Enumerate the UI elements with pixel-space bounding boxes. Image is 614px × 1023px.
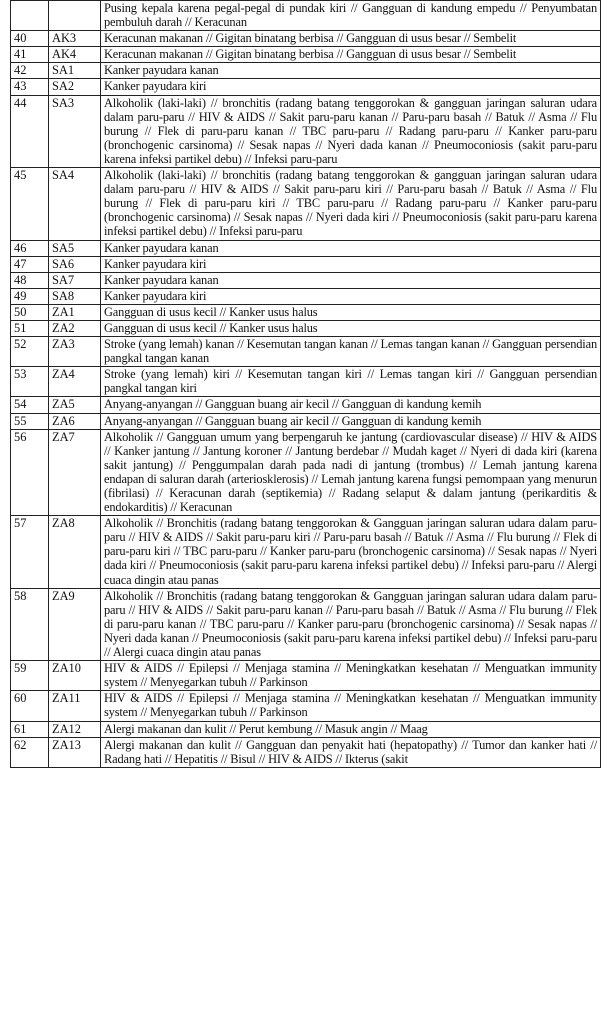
symptom-table [10,0,601,768]
point-code: ZA5 [49,397,101,413]
table-row [11,516,601,588]
point-code [49,1,101,31]
row-number: 45 [11,168,49,240]
condition-description: Kanker payudara kanan [101,63,601,79]
row-number: 43 [11,79,49,95]
table-row [11,288,601,304]
table-row [11,661,601,691]
row-number: 49 [11,288,49,304]
table-row [11,588,601,660]
condition-description: Alergi makanan dan kulit // Gangguan dan penyakit hati (hepatopathy) // Tumor dan kanker hati // Radang hati // Hepatitis // Bisul // HIV & AIDS // Ikterus (sakit [101,737,601,767]
row-number: 56 [11,429,49,516]
table-row [11,63,601,79]
point-code: AK3 [49,31,101,47]
condition-description: Alkoholik (laki-laki) // bronchitis (radang batang tenggorokan & gangguan jaringan saluran udara dalam paru-paru // HIV & AIDS // Sakit paru-paru kiri // Paru-paru basah // Batuk // Asma // Flu burung // Flek di paru-paru kiri // TBC paru-paru // Radang paru-paru // Kanker paru-paru (bronchogenic carsinoma) // Sesak napas // Nyeri dada kiri // Pneumoconiosis (sakit paru-paru karena infeksi partikel debu) // Infeksi paru-paru [101,168,601,240]
row-number [11,1,49,31]
row-number: 50 [11,304,49,320]
condition-description: HIV & AIDS // Epilepsi // Menjaga stamina // Meningkatkan kesehatan // Menguatkan immunity system // Menyegarkan tubuh // Parkinson [101,661,601,691]
condition-description: Stroke (yang lemah) kiri // Kesemutan tangan kiri // Lemas tangan kiri // Gangguan persendian pangkal tangan kiri [101,367,601,397]
table-row [11,367,601,397]
condition-description: Alkoholik // Bronchitis (radang batang tenggorokan & Gangguan jaringan saluran udara dalam paru-paru // HIV & AIDS // Sakit paru-paru kiri // Paru-paru basah // Batuk // Asma // Flu burung // Flek di paru-paru kiri // TBC paru-paru // Kanker paru-paru (bronchogenic carsinoma) // Sesak napas // Nyeri dada kiri // Pneumoconiosis (sakit paru-paru karena infeksi partikel debu) // Infeksi paru-paru // Alergi cuaca dingin atau panas [101,516,601,588]
condition-description: Alkoholik // Bronchitis (radang batang tenggorokan & Gangguan jaringan saluran udara dalam paru-paru // HIV & AIDS // Sakit paru-paru kanan // Paru-paru basah // Batuk // Asma // Flu burung // Flek di paru-paru kanan // TBC paru-paru // Kanker paru-paru (bronchogenic carsinoma) // Sesak napas // Nyeri dada kanan // Pneumoconiosis (sakit paru-paru karena infeksi partikel debu) // Infeksi paru-paru // Alergi cuaca dingin atau panas [101,588,601,660]
table-row [11,95,601,167]
point-code: ZA1 [49,304,101,320]
table-body [11,1,601,768]
condition-description: Pusing kepala karena pegal-pegal di pundak kiri // Gangguan di kandung empedu // Penyumbatan pembuluh darah // Keracunan [101,1,601,31]
table-row [11,256,601,272]
table-row [11,737,601,767]
table-row [11,320,601,336]
point-code: SA7 [49,272,101,288]
condition-description: Anyang-anyangan // Gangguan buang air kecil // Gangguan di kandung kemih [101,413,601,429]
table-row [11,168,601,240]
point-code: AK4 [49,47,101,63]
row-number: 42 [11,63,49,79]
point-code: ZA8 [49,516,101,588]
point-code: SA3 [49,95,101,167]
table-row [11,397,601,413]
row-number: 59 [11,661,49,691]
row-number: 48 [11,272,49,288]
row-number: 52 [11,337,49,367]
row-number: 41 [11,47,49,63]
row-number: 53 [11,367,49,397]
table-row [11,721,601,737]
row-number: 62 [11,737,49,767]
condition-description: Kanker payudara kiri [101,79,601,95]
point-code: ZA13 [49,737,101,767]
condition-description: HIV & AIDS // Epilepsi // Menjaga stamina // Meningkatkan kesehatan // Menguatkan immunity system // Menyegarkan tubuh // Parkinson [101,691,601,721]
row-number: 58 [11,588,49,660]
point-code: ZA7 [49,429,101,516]
table-row [11,240,601,256]
point-code: SA2 [49,79,101,95]
condition-description: Keracunan makanan // Gigitan binatang berbisa // Gangguan di usus besar // Sembelit [101,31,601,47]
point-code: SA6 [49,256,101,272]
table-row [11,337,601,367]
table-row [11,47,601,63]
point-code: ZA10 [49,661,101,691]
condition-description: Stroke (yang lemah) kanan // Kesemutan tangan kanan // Lemas tangan kanan // Gangguan persendian pangkal tangan kanan [101,337,601,367]
condition-description: Kanker payudara kanan [101,272,601,288]
condition-description: Alergi makanan dan kulit // Perut kembung // Masuk angin // Maag [101,721,601,737]
point-code: ZA4 [49,367,101,397]
condition-description: Kanker payudara kanan [101,240,601,256]
row-number: 55 [11,413,49,429]
point-code: SA8 [49,288,101,304]
condition-description: Gangguan di usus kecil // Kanker usus halus [101,320,601,336]
table-row [11,691,601,721]
row-number: 60 [11,691,49,721]
point-code: SA4 [49,168,101,240]
condition-description: Keracunan makanan // Gigitan binatang berbisa // Gangguan di usus besar // Sembelit [101,47,601,63]
condition-description: Alkoholik // Gangguan umum yang berpengaruh ke jantung (cardiovascular disease) // HIV & AIDS // Kanker jantung // Jantung koroner // Jantung berdebar // Mudah kaget // Nyeri di dada kiri (karena sakit jantung) // Penggumpalan darah pada nadi di jantung (trombus) // Lemah jantung karena endapan di saluran darah (arteriosklerosis) // Lemah jantung karena fungsi pemompaan yang menurun (fibrilasi) // Keracunan darah (septikemia) // Radang selaput & dalam jantung (perikarditis & endokarditis) // Keracunan [101,429,601,516]
condition-description: Gangguan di usus kecil // Kanker usus halus [101,304,601,320]
point-code: SA1 [49,63,101,79]
table-row [11,413,601,429]
row-number: 51 [11,320,49,336]
table-row [11,31,601,47]
row-number: 54 [11,397,49,413]
point-code: ZA9 [49,588,101,660]
point-code: ZA3 [49,337,101,367]
point-code: SA5 [49,240,101,256]
row-number: 46 [11,240,49,256]
condition-description: Kanker payudara kiri [101,256,601,272]
row-number: 44 [11,95,49,167]
condition-description: Alkoholik (laki-laki) // bronchitis (radang batang tenggorokan & gangguan jaringan saluran udara dalam paru-paru // HIV & AIDS // Sakit paru-paru kanan // Paru-paru basah // Batuk // Asma // Flu burung // Flek di paru-paru kanan // TBC paru-paru // Radang paru-paru // Kanker paru-paru (bronchogenic carsinoma) // Sesak napas // Nyeri dada kanan // Pneumoconiosis (sakit paru-paru karena infeksi partikel debu) // Infeksi paru-paru [101,95,601,167]
point-code: ZA12 [49,721,101,737]
table-row [11,1,601,31]
point-code: ZA2 [49,320,101,336]
row-number: 57 [11,516,49,588]
row-number: 61 [11,721,49,737]
row-number: 47 [11,256,49,272]
point-code: ZA6 [49,413,101,429]
table-row [11,272,601,288]
point-code: ZA11 [49,691,101,721]
table-row [11,429,601,516]
document-page [10,0,600,768]
condition-description: Kanker payudara kiri [101,288,601,304]
condition-description: Anyang-anyangan // Gangguan buang air kecil // Gangguan di kandung kemih [101,397,601,413]
table-row [11,304,601,320]
row-number: 40 [11,31,49,47]
table-row [11,79,601,95]
